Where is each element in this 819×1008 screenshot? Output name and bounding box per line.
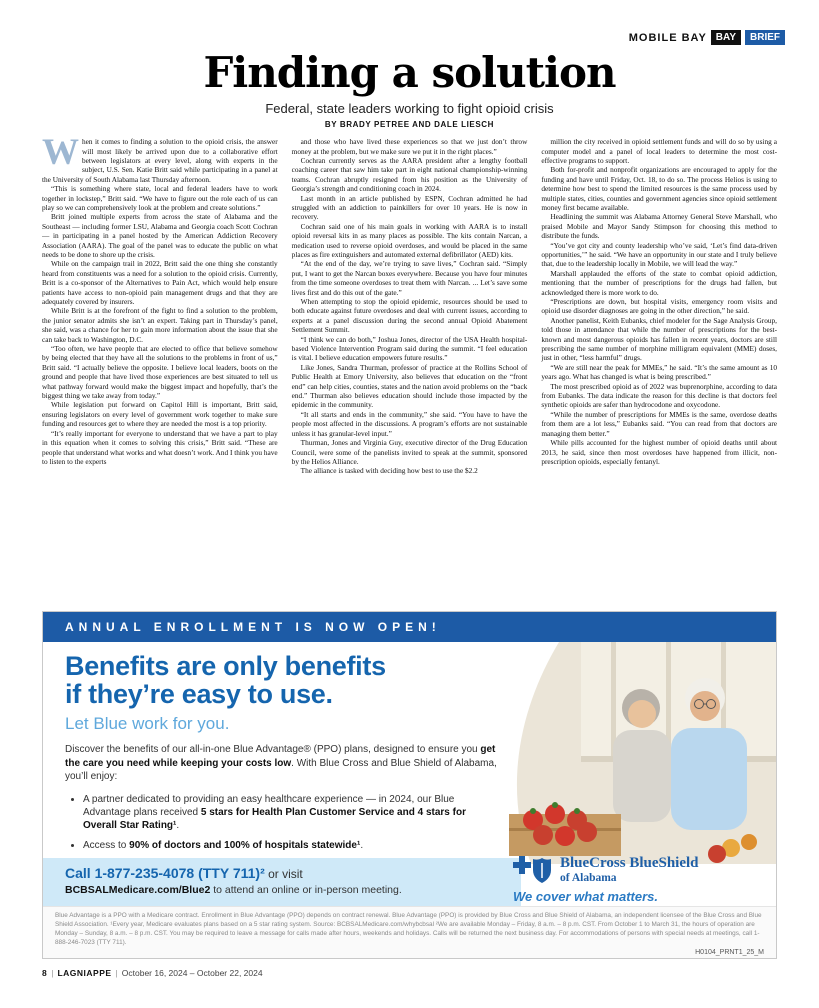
article-paragraph: Thurman, Jones and Virginia Guy, executive director of the Drug Education Council, were some of the panelists invited to speak at the summit, sponsored by the Helios Alliance. bbox=[291, 438, 528, 466]
article-paragraph: While pills accounted for the highest number of opioid deaths until about 2013, he said, since then most overdoses have happened from illicit, non-prescription opioids, especially fentanyl. bbox=[541, 438, 777, 466]
article-paragraph: and those who have lived these experiences so that we just don’t throw money at the problem, but we make sure we put it in the right places.” bbox=[291, 137, 528, 156]
ad-call-line1-rest: or visit bbox=[264, 867, 303, 882]
ad-copy bbox=[65, 652, 510, 859]
article-paragraph: “It all starts and ends in the community,” she said. “You have to have the people most affected in the discussions. A program’s efforts are not sustainable unless it has granular-level input.” bbox=[291, 409, 528, 438]
logo-tagline: We cover what matters. bbox=[513, 889, 658, 905]
bcbs-logo bbox=[513, 856, 748, 904]
article-paragraph: Marshall applauded the efforts of the state to combat opioid addiction, mentioning that the number of prescriptions for the drugs had fallen, but acknowledged there is more work to do. bbox=[541, 268, 777, 297]
photo-woman-body bbox=[613, 730, 671, 822]
bullet2-pre: Access to bbox=[83, 840, 130, 852]
article-paragraph: “Too often, we have people that are elected to office that believe somehow by being elected that they have all the solutions to the problems in front of us,” Britt said. “I actually believe the opposite. I believe local leaders, boots on the ground and people that have lived those experiences are best situated to tell us what pathway forward would make the biggest impact and hopefully, that’s the biggest thing we take away from today.” bbox=[42, 344, 278, 401]
page-footer bbox=[42, 968, 819, 978]
bullet1-bold: 5 stars for Health Plan Customer Service and 4 stars for Overall Star Rating¹ bbox=[83, 806, 466, 832]
ad-call-line2-rest: to attend an online or in-person meeting. bbox=[210, 884, 402, 897]
footer-date-range: October 16, 2024 – October 22, 2024 bbox=[121, 968, 263, 979]
ad-fine-print bbox=[43, 906, 776, 958]
article-paragraph: The alliance is tasked with deciding how best to use the $2.2 bbox=[300, 466, 478, 476]
bullet1-pre: A partner dedicated to providing an easy healthcare experience — in 2024, our Blue Advantage plans received bbox=[83, 793, 455, 818]
ad-call-line1 bbox=[65, 865, 521, 881]
ad-headline-line1: Benefits are only benefits bbox=[65, 651, 386, 682]
bullet1-post: . bbox=[176, 820, 180, 832]
article-headline: Finding a solution bbox=[203, 48, 616, 97]
section-header bbox=[0, 0, 819, 45]
bluecross-blueshield-icon bbox=[513, 856, 553, 884]
logo-line1: BlueCross BlueShield bbox=[560, 855, 699, 872]
ad-call-line2 bbox=[65, 884, 521, 896]
ad-bullets bbox=[69, 793, 483, 853]
article-paragraph: While on the campaign trail in 2022, Britt said the one thing she constantly heard from constituents was a need for a solution to the opioid crisis. Currently, Britt is a co-sponsor of the Alternatives to Pain Act, which would help ensure patients have access to non-opioid pain management drugs and that they are adequately covered by insurers. bbox=[42, 259, 278, 306]
ad-body-paragraph bbox=[65, 743, 497, 784]
ad-body-pre: Discover the benefits of our all-in-one Blue Advantage® (PPO) plans, designed to ensure you bbox=[65, 744, 481, 756]
ad-main bbox=[43, 642, 776, 906]
footer-page-number: 8 bbox=[42, 968, 48, 979]
footer-publication: LAGNIAPPE bbox=[57, 968, 112, 979]
article-paragraph: Last month in an article published by ESPN, Cochran admitted he had struggled with an addiction to painkillers for over 10 years. He is now in recovery. bbox=[291, 193, 528, 222]
article-paragraph: “We are still near the peak for MMEs,” he said. “It’s the same amount as 10 years ago. What has changed is what is being prescribed.” bbox=[541, 362, 777, 382]
article-column-2 bbox=[292, 137, 528, 599]
bluecross-icon bbox=[513, 856, 531, 874]
article-byline: BY BRADY PETREE AND DALE LIESCH bbox=[324, 120, 495, 130]
ad-call-band bbox=[43, 858, 521, 906]
ad-subhead: Let Blue work for you. bbox=[65, 714, 230, 734]
article-paragraph: While legislation put forward on Capitol Hill is important, Britt said, ensuring legislators on every level of government work together to make sure funding and resources get to where they are needed the most is a top priority. bbox=[42, 400, 278, 429]
article-paragraph: “At the end of the day, we’re trying to save lives,” Cochran said. “Simply put, I want to get the Narcan boxes everywhere. Because you have four minutes from the time someone overdoses to treat them with Narcan. ... Let’s save some lives first and do this out of the gate.” bbox=[291, 259, 528, 297]
ad-url: BCBSALMedicare.com/Blue2 bbox=[65, 884, 211, 897]
ad-banner: ANNUAL ENROLLMENT IS NOW OPEN! bbox=[43, 612, 776, 642]
article-paragraph: Another panelist, Keith Eubanks, chief modeler for the Sage Analysis Group, told those in attendance that while the number of prescriptions for the best-known and most dangerous opioids has fallen in recent years, doctors are still prescribing the same number of morphine milligram equivalent (MME) doses, just in other, “less harmful” drugs. bbox=[541, 315, 777, 363]
article-columns bbox=[42, 137, 777, 599]
photo-man-shirt bbox=[671, 728, 747, 830]
ad-headline bbox=[65, 652, 510, 708]
drop-cap: W bbox=[42, 137, 79, 174]
article-subhead: Federal, state leaders working to fight opioid crisis bbox=[265, 101, 554, 117]
article-paragraph: Cochran currently serves as the AARA president after a lengthy football coaching career that saw him take part in eight national championship-winning teams. Cochran abruptly resigned from his position as the University of Georgia’s strength and conditioning coach in 2024. bbox=[291, 155, 528, 194]
ad-phone-number: Call 1-877-235-4078 (TTY 711)² bbox=[65, 865, 265, 882]
bullet-item bbox=[83, 839, 483, 852]
ad-photo-elderly-couple bbox=[481, 642, 776, 864]
bullet-item bbox=[83, 793, 483, 833]
article-paragraph: “While the number of prescriptions for MMEs is the same, overdose deaths from them are a lot less,” Eubanks said. “You can read from that doctors are managing them better.” bbox=[541, 409, 777, 438]
article-paragraph: “Prescriptions are down, but hospital visits, emergency room visits and opioid use disorder diagnoses are going in the other direction,” he said. bbox=[541, 297, 777, 316]
logo-line2: of Alabama bbox=[560, 871, 617, 884]
photo-woman-face bbox=[628, 700, 656, 728]
article-paragraph: “I think we can do both,” Joshua Jones, director of the USA Health hospital-based Violence Intervention Program said during the summit. “I feel education is vital. I believe education empowers future results.” bbox=[291, 334, 528, 363]
article-column-1 bbox=[42, 137, 278, 599]
ad-form-code: H0104_PRNT1_25_M bbox=[695, 949, 764, 957]
bullet2-bold: 90% of doctors and 100% of hospitals statewide¹ bbox=[129, 840, 361, 852]
bcbs-logo-text bbox=[560, 856, 699, 884]
lead-text: hen it comes to finding a solution to the opioid crisis, the answer will most likely be arrived upon due to a collaborative effort between legislators at every level, along with experts in the subject, U.S. Sen. Katie Britt said while participating in a panel at the University of South Alabama last Thursday afternoon. bbox=[42, 137, 278, 184]
footer-separator: | bbox=[51, 968, 54, 979]
bullet2-post: . bbox=[360, 840, 364, 852]
ad-body-post: . With Blue Cross and Blue Shield of Alabama, you’ll enjoy: bbox=[65, 757, 497, 783]
article-column-3 bbox=[541, 137, 777, 599]
article-paragraph: The most prescribed opioid as of 2022 was buprenorphine, according to data from Eubanks. The data indicate the reason for this decline is that doctors feel synthetic opioids are safer than hydrocodone and oxycodone. bbox=[541, 381, 777, 410]
article-paragraph: “This is something where state, local and federal leaders have to work together in lockstep,” Britt said. “We have to figure out the role each of us can play so we can comprehensively look at the problem and create solutions.” bbox=[42, 184, 278, 212]
article-paragraph: Britt joined multiple experts from across the state of Alabama and the Southeast — including former LSU, Alabama and Georgia coach Scott Cochran — in participating in a panel hosted by the American Addiction Recovery Association (AARA). The goal of the panel was to educate the public on what needs to be done to shore up the crisis. bbox=[42, 212, 278, 259]
ad-headline-line2: if they’re easy to use. bbox=[65, 679, 333, 710]
article-paragraph: Both for-profit and nonprofit organizations are encouraged to apply for the funding and have until Friday, Oct. 18, to do so. The process Helios is using to determine how best to spend the limited resources is the same process used by multiple states, cities, counties and government agencies since opioid settlement money first became available. bbox=[541, 165, 777, 212]
article-paragraph: “You’ve got city and county leadership who’ve said, ‘Let’s find data-driven opportunities,’” he said. “We have an opportunity in our state and I truly believe that, due to the leadership locally in Mobile, we will lead the way.” bbox=[541, 240, 777, 269]
section-label: MOBILE BAY bbox=[628, 31, 707, 44]
article-paragraph: Cochran said one of his main goals in working with AARA is to install opioid reversal kits in as many places as possible. The kits contain Narcan, a medication used to reverse opioid overdoses, and would be placed in the same places as fire extinguishers and automated external defibrillator (AED) kits. bbox=[291, 221, 528, 259]
advertisement-bcbs bbox=[42, 611, 777, 959]
article-paragraph: When attempting to stop the opioid epidemic, resources should be used to both educate against future overdoses and deal with current issues, according to experts at a panel discussion during the second annual Opioid Abatement Settlement Summit. bbox=[291, 297, 528, 335]
article-paragraph: While Britt is at the forefront of the fight to find a solution to the problem, the junior senator admits she isn’t an expert. Taking part in Thursday’s panel, she said, was a chance for her to gain more information about the issue that she can take back to Washington, D.C. bbox=[42, 306, 278, 344]
lead-paragraph bbox=[42, 137, 278, 184]
footer-separator: | bbox=[115, 968, 118, 979]
baybrief-badge-brief: BRIEF bbox=[745, 30, 785, 45]
article-paragraph: “It’s really important for everyone to understand that we have a part to play in this equation when it comes to solving this crisis,” Britt said. “These are people that understand what works and what doesn’t work. And I think you have to listen to the experts bbox=[42, 428, 278, 466]
ad-body-bold: get the care you need while keeping your costs low bbox=[65, 744, 496, 769]
article-paragraph: Headlining the summit was Alabama Attorney General Steve Marshall, who praised Mobile and Mayor Sandy Stimpson for choosing this method to distribute the funds. bbox=[541, 212, 777, 241]
article-paragraph: Like Jones, Sandra Thurman, professor of practice at the Rollins School of Public Health at Emory University, also believes that education on the “front end” can help cities, counties, states and the nation avoid problems on the “back end.” Thurman also believes education should include those impacted by the epidemic in the community. bbox=[291, 362, 528, 410]
bcbs-logo-row bbox=[513, 856, 748, 884]
article-paragraph: million the city received in opioid settlement funds and will do so by using a computer model and a panel of local leaders to determine the most cost-effective programs to support. bbox=[541, 137, 777, 165]
ad-disclaimer-text: Blue Advantage is a PPO with a Medicare contract. Enrollment in Blue Advantage (PPO) depends on contract renewal. Blue Advantage (PPO) is provided by Blue Cross and Blue Shield of Alabama, an independent licensee of the Blue Cross and Blue Shield Association. ¹Every year, Medicare evaluates plans based on a 5 star rating system. Source: BCBSALMedicare.com/whybcbsal ²We are available Monday – Friday, 8 a.m. – 8 p.m. CST. From October 1 to March 31, the hours of operation are Monday – Sunday, 8 a.m. – 8 p.m. CST. You may be required to leave a message for calls made after hours, weekends and holidays. Calls will be returned the next business day. For accommodations of persons with special needs at meetings, call 1-888-246-7023 (TTY 711). bbox=[55, 912, 762, 946]
baybrief-badge-bay: BAY bbox=[711, 30, 741, 45]
